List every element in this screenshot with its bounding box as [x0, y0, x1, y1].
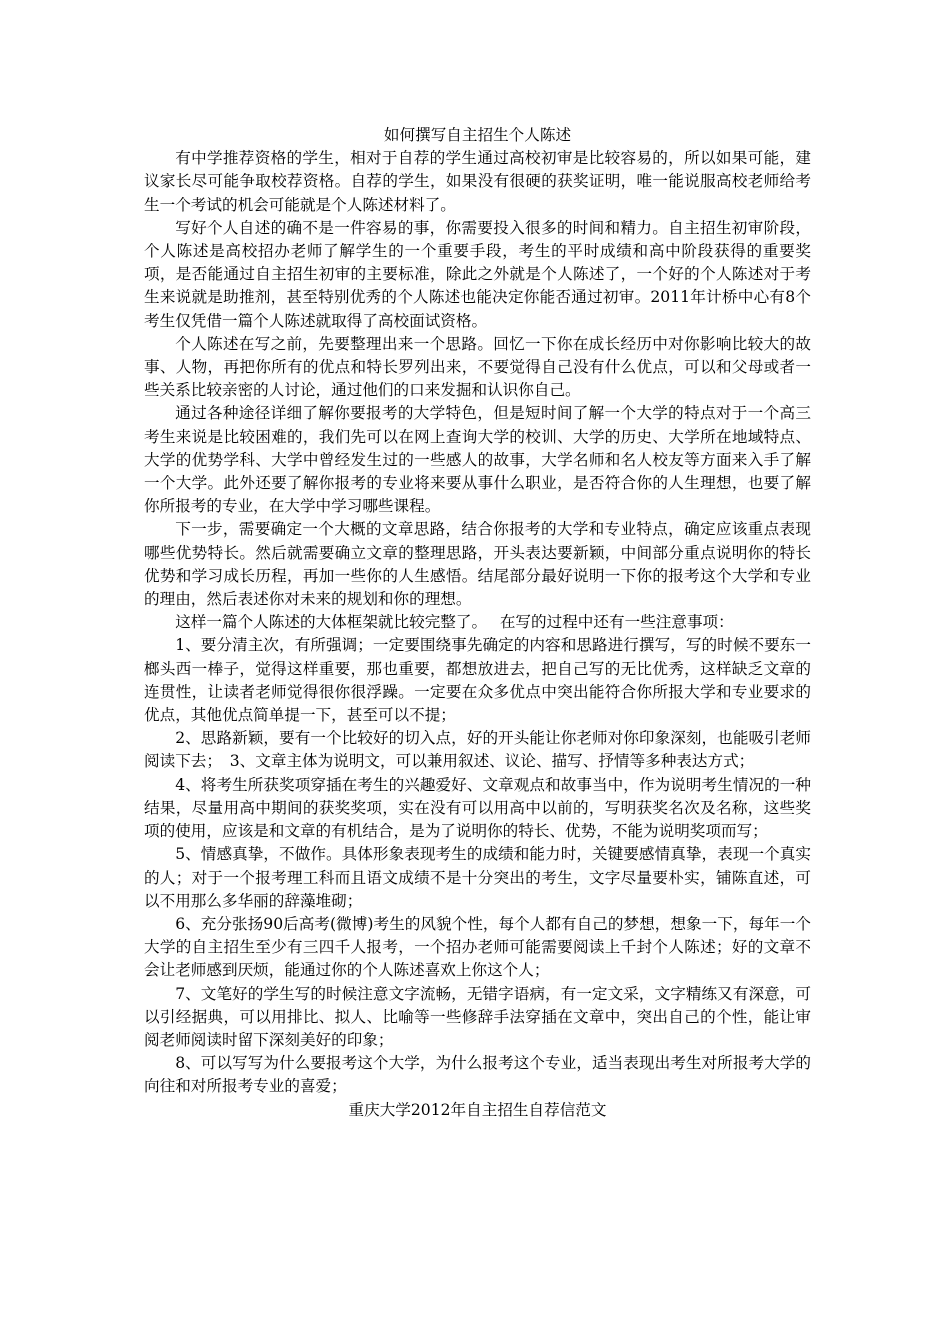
- tip-item-8: 8、可以写写为什么要报考这个大学，为什么报考这个专业，适当表现出考生对所报考大学的向往和对所报考专业的喜爱；: [144, 1054, 811, 1096]
- tip-item-7: 7、文笔好的学生写的时候注意文字流畅，无错字语病，有一定文采，文字精练又有深意，可以引经据典，可以用排比、拟人、比喻等一些修辞手法穿插在文章中，突出自己的个性，能让审阅老师阅读时留下深刻美好的印象；: [144, 984, 811, 1049]
- paragraph-framework: 这样一篇个人陈述的大体框架就比较完整了。 在写的过程中还有一些注意事项：: [175, 613, 734, 632]
- tip-item-4: 4、将考生所获奖项穿插在考生的兴趣爱好、文章观点和故事当中，作为说明考生情况的一种结果，尽量用高中期间的获奖奖项，实在没有可以用高中以前的，写明获奖名次及名称，这些奖项的使用，应该是和文章的有机结合，是为了说明你的特长、优势，不能为说明奖项而写；: [144, 775, 811, 841]
- paragraph-next-step: 下一步，需要确定一个大概的文章思路，结合你报考的大学和专业特点，确定应该重点表现哪些优势特长。然后就需要确立文章的整理思路，开头表达要新颖，中间部分重点说明你的特长优势和学习成长历程，再加一些你的人生感悟。结尾部分最好说明一下你的报考这个大学和专业的理由，然后表述你对未来的规划和你的理想。: [144, 520, 811, 609]
- tip-item-2-3: 2、思路新颖，要有一个比较好的切入点，好的开头能让你老师对你印象深刻，也能吸引老师阅读下去； 3、文章主体为说明文，可以兼用叙述、议论、描写、抒情等多种表达方式；: [144, 729, 811, 771]
- paragraph-outline: 个人陈述在写之前，先要整理出来一个思路。回忆一下你在成长经历中对你影响比较大的故事、人物，再把你所有的优点和特长罗列出来，不要觉得自己没有什么优点，可以和父母或者一些关系比较亲密的人讨论，通过他们的口来发掘和认识你自己。: [144, 334, 811, 400]
- document-title: 如何撰写自主招生个人陈述: [383, 126, 572, 144]
- paragraph-intro: 有中学推荐资格的学生，相对于自荐的学生通过高校初审是比较容易的，所以如果可能，建议家长尽可能争取校荐资格。自荐的学生，如果没有很硬的获奖证明，唯一能说服高校老师给考生一个考试的机会可能就是个人陈述材料了。: [144, 149, 811, 214]
- document-page: [144, 124, 811, 1122]
- section-subtitle: 重庆大学2012年自主招生自荐信范文: [348, 1100, 607, 1119]
- paragraph-importance: 写好个人自述的确不是一件容易的事，你需要投入很多的时间和精力。自主招生初审阶段，个人陈述是高校招办老师了解学生的一个重要手段，考生的平时成绩和高中阶段获得的重要奖项，是否能通过自主招生初审的主要标准，除此之外就是个人陈述了，一个好的个人陈述对于考生来说就是助推剂，甚至特别优秀的个人陈述也能决定你能否通过初审。2011年计桥中心有8个考生仅凭借一篇个人陈述就取得了高校面试资格。: [144, 218, 811, 330]
- paragraph-university-research: 通过各种途径详细了解你要报考的大学特色，但是短时间了解一个大学的特点对于一个高三考生来说是比较困难的，我们先可以在网上查询大学的校训、大学的历史、大学所在地域特点、大学的优势学科、大学中曾经发生过的一些感人的故事，大学名师和名人校友等方面来入手了解一个大学。此外还要了解你报考的专业将来要从事什么职业，是否符合你的人生理想，也要了解你所报考的专业，在大学中学习哪些课程。: [144, 404, 811, 516]
- tip-item-1: 1、要分清主次，有所强调；一定要围绕事先确定的内容和思路进行撰写，写的时候不要东一榔头西一棒子，觉得这样重要，那也重要，都想放进去，把自己写的无比优秀，这样缺乏文章的连贯性，让读者老师觉得很你很浮躁。一定要在众多优点中突出能符合你所报大学和专业要求的优点，其他优点简单提一下，甚至可以不提；: [144, 636, 811, 725]
- tip-item-6: 6、充分张扬90后高考(微博)考生的风貌个性，每个人都有自己的梦想，想象一下，每年一个大学的自主招生至少有三四千人报考，一个招办老师可能需要阅读上千封个人陈述；好的文章不会让老师感到厌烦，能通过你的个人陈述喜欢上你这个人；: [144, 914, 811, 980]
- tip-item-5: 5、情感真挚，不做作。具体形象表现考生的成绩和能力时，关键要感情真挚，表现一个真实的人；对于一个报考理工科而且语文成绩不是十分突出的考生，文字尽量要朴实，铺陈直述，可以不用那么多华丽的辞藻堆砌；: [144, 845, 811, 910]
